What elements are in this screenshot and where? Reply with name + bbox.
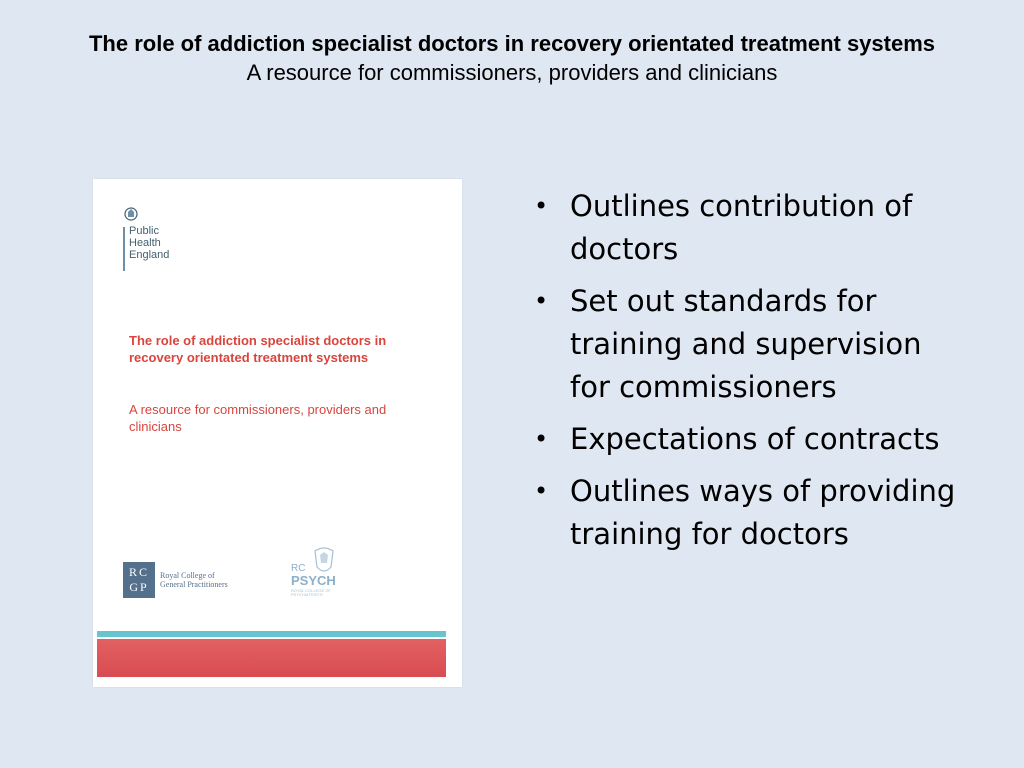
cover-title: The role of addiction specialist doctors in recovery orientated treatment systems (129, 333, 387, 365)
rcgp-mark: RC GP (123, 562, 155, 598)
document-cover-image (93, 179, 462, 687)
cover-subtitle: A resource for commissioners, providers and clinicians (129, 402, 387, 434)
bullet-icon: • (534, 287, 549, 315)
cover-red-band (97, 639, 446, 677)
bullet-icon: • (534, 192, 549, 220)
bullet-text: Outlines ways of providing training for doctors (570, 474, 956, 551)
bullet-item (530, 418, 970, 461)
phe-org-name: Public Health England (129, 225, 170, 261)
phe-logo (123, 206, 193, 271)
phe-bar (123, 227, 125, 271)
bullet-icon: • (534, 425, 549, 453)
rcpsych-prefix: RC (291, 563, 306, 574)
rcgp-logo (123, 562, 240, 598)
royal-crest-icon (123, 206, 139, 222)
bullet-item (530, 280, 970, 409)
rcpsych-logo (289, 547, 349, 603)
slide-subtitle: A resource for commissioners, providers and clinicians (246, 60, 778, 85)
cover-teal-band (97, 631, 446, 637)
slide-title-block (60, 30, 964, 88)
bullet-text: Set out standards for training and supervision for commissioners (570, 284, 922, 404)
rcpsych-name: PSYCH (291, 573, 336, 588)
bullet-text: Expectations of contracts (570, 422, 940, 456)
bullet-item (530, 185, 970, 271)
bullet-item (530, 470, 970, 556)
bullet-text: Outlines contribution of doctors (570, 189, 913, 266)
bullet-icon: • (534, 477, 549, 505)
rcpsych-small-text: ROYAL COLLEGE OF PSYCHIATRISTS (291, 588, 331, 597)
rcgp-name: Royal College of General Practitioners (160, 571, 228, 589)
bullet-list (530, 185, 970, 565)
slide-title: The role of addiction specialist doctors in recovery orientated treatment systems (88, 31, 936, 56)
